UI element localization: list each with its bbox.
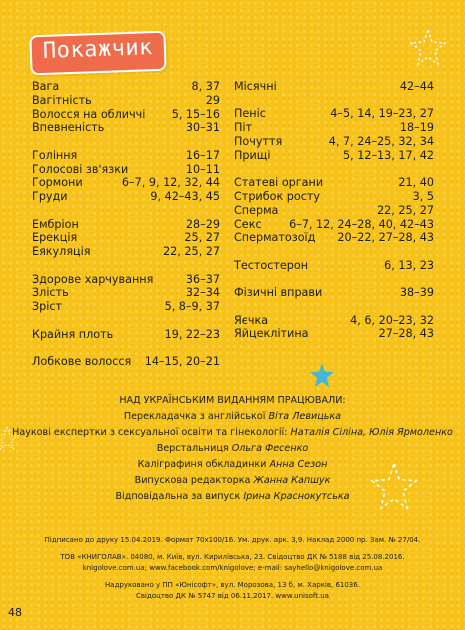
index-pages: 5, 12–13, 17, 42 (343, 148, 434, 162)
index-pages: 29 (205, 93, 220, 107)
index-pages: 28–29 (185, 217, 220, 231)
index-entry (32, 190, 220, 204)
credit-role: Каліграфиня обкладинки (137, 459, 267, 470)
index-pages: 30–31 (185, 121, 220, 135)
credits-heading: НАД УКРАЇНСЬКИМ ВИДАННЯМ ПРАЦЮВАЛИ: (119, 395, 346, 406)
credit-name: Жанна Капшук (253, 475, 331, 486)
star-blue-icon (308, 361, 336, 389)
index-term: Волосся на обличчі (32, 107, 146, 121)
index-entry (32, 286, 220, 300)
index-term: Почуття (234, 134, 283, 148)
index-term: Вагітність (32, 93, 92, 107)
index-term: Голосові зв'язки (32, 162, 129, 176)
index-pages: 5, 15–16 (171, 107, 220, 121)
credit-role: Верстальниця (156, 443, 229, 454)
index-pages: 14–15, 20–21 (144, 354, 220, 368)
index-entry (32, 328, 220, 342)
index-term: Піт (234, 121, 253, 135)
index-entry (32, 80, 220, 94)
index-gap (234, 163, 434, 177)
index-entry (234, 121, 434, 135)
index-entry (32, 300, 220, 314)
index-pages: 22, 25, 27 (377, 203, 434, 217)
index-pages: 36–37 (185, 272, 220, 286)
index-entry (32, 218, 220, 232)
index-entry (234, 231, 434, 245)
index-pages: 18–19 (399, 121, 434, 135)
credit-name: Віта Левицька (268, 411, 342, 422)
index-pages: 20–22, 27–28, 43 (337, 231, 434, 245)
credit-role: Випускова редакторка (134, 475, 251, 486)
index-entry (32, 149, 220, 163)
index-pages: 10–11 (185, 162, 220, 176)
index-term: Ерекція (32, 231, 78, 245)
index-term: Гормони (32, 176, 83, 190)
index-term: Здорове харчування (32, 272, 154, 286)
index-entry (32, 121, 220, 135)
index-entry (32, 355, 220, 369)
index-term: Стрибок росту (234, 189, 320, 203)
index-pages: 16–17 (185, 148, 220, 162)
credit-line (0, 473, 465, 489)
index-term: Фізичні вправи (234, 286, 323, 300)
index-gap (32, 341, 220, 355)
publisher-line: ТОВ «КНИГОЛАВ». 04080, м. Київ, вул. Кирилівська, 23. Свідоцтво ДК № 5188 від 25.08.2016. (60, 553, 405, 561)
index-pages: 32–34 (185, 286, 220, 300)
index-term: Впевненість (32, 121, 105, 135)
credit-name: Ольга Фесенко (231, 443, 309, 454)
index-pages: 4, 6, 20–23, 32 (350, 313, 434, 327)
index-pages: 8, 37 (191, 80, 220, 93)
index-entry (32, 245, 220, 259)
index-term: Сперма (234, 203, 279, 217)
index-pages: 6–7, 12, 24–28, 40, 42–43 (289, 217, 434, 231)
index-column-right (234, 80, 434, 341)
index-entry (32, 163, 220, 177)
index-term: Еякуляція (32, 245, 91, 259)
index-term: Зріст (32, 300, 63, 314)
index-entry (234, 218, 434, 232)
index-pages: 6–7, 9, 12, 32, 44 (121, 176, 220, 190)
index-term: Пеніс (234, 107, 266, 121)
page-title: Покажчик (42, 35, 154, 64)
credit-line (0, 441, 465, 457)
credit-role: Відповідальна за випуск (115, 491, 241, 502)
index-entry (234, 80, 434, 94)
index-entry (234, 259, 434, 273)
index-term: Сперматозоїд (234, 231, 316, 245)
index-term: Яєчка (234, 313, 269, 327)
index-pages: 4–5, 14, 19–23, 27 (330, 107, 434, 121)
index-gap (234, 245, 434, 259)
index-entry (234, 135, 434, 149)
index-pages: 25, 27 (184, 231, 220, 245)
credit-line (0, 425, 465, 441)
index-entry (234, 314, 434, 328)
credit-line (0, 489, 465, 505)
credit-role: Наукові експертки з сексуальної освіти та гінекології: (12, 427, 288, 438)
index-term: Тестостерон (234, 258, 309, 272)
printer-line: Надруковано у ПП «Юнісофт», вул. Морозова, 13 б, м. Харків, 61036. (105, 581, 360, 589)
index-term: Ембріон (32, 217, 79, 231)
index-gap (234, 273, 434, 287)
credit-name: Ірина Краснокутська (243, 491, 350, 502)
credits-block (0, 393, 465, 505)
index-gap (32, 314, 220, 328)
index-term: Прищі (234, 148, 271, 162)
index-pages: 19, 22–23 (164, 327, 220, 341)
index-pages: 27–28, 43 (378, 327, 434, 341)
index-term: Груди (32, 190, 68, 204)
index-pages: 22, 25, 27 (163, 245, 220, 259)
index-term: Злість (32, 286, 69, 300)
index-entry (32, 176, 220, 190)
index-entry (234, 107, 434, 121)
index-term: Місячні (234, 80, 277, 93)
star-outline-top-right-icon (408, 27, 448, 67)
index-entry (234, 176, 434, 190)
index-term: Крайня плоть (32, 327, 114, 341)
index-pages: 9, 42–43, 45 (150, 190, 220, 204)
index-pages: 21, 40 (398, 176, 434, 190)
index-entry (234, 149, 434, 163)
index-pages: 4, 7, 24–25, 32, 34 (328, 134, 434, 148)
index-entry (234, 286, 434, 300)
page-number: 48 (8, 606, 22, 619)
credit-role: Перекладачка з англійської (123, 411, 266, 422)
index-term: Лобкове волосся (32, 354, 132, 368)
index-pages: 38–39 (399, 286, 434, 300)
index-pages: 42–44 (399, 80, 434, 93)
index-gap (234, 300, 434, 314)
index-gap (32, 204, 220, 218)
index-gap (32, 259, 220, 273)
index-entry (32, 94, 220, 108)
index-term: Вага (32, 80, 60, 93)
print-info: Підписано до друку 15.04.2019. Формат 70х100/16. Ум. друк. арк. 3,9. Наклад 2000 пр. Зам. № 27/04. (44, 536, 421, 544)
credit-line (0, 409, 465, 425)
index-term: Секс (234, 217, 262, 231)
index-term: Статеві органи (234, 176, 324, 190)
title-badge (29, 31, 166, 76)
credit-line (0, 457, 465, 473)
index-term: Гоління (32, 148, 78, 162)
printer-certificate: Свідоцтво ДК № 5747 від 06.11.2017. www.unisoft.ua (136, 592, 329, 600)
index-entry (32, 108, 220, 122)
publisher-contacts: knigolove.com.ua; www.facebook.com/knigolove; e-mail: sayhello@knigolove.com.ua (82, 564, 383, 572)
index-gap (234, 94, 434, 108)
index-entry (234, 190, 434, 204)
index-term: Яйцеклітина (234, 327, 309, 341)
index-entry (32, 273, 220, 287)
index-gap (32, 135, 220, 149)
index-entry (234, 204, 434, 218)
index-column-left (32, 80, 220, 369)
index-pages: 3, 5 (412, 189, 434, 203)
credit-name: Анна Сезон (269, 459, 328, 470)
index-pages: 6, 13, 23 (384, 258, 434, 272)
index-entry (234, 327, 434, 341)
credit-name: Наталія Сіліна, Юлія Ярмоленко (290, 427, 453, 438)
imprint-block (0, 535, 465, 602)
index-entry (32, 231, 220, 245)
index-pages: 5, 8–9, 37 (164, 300, 220, 314)
